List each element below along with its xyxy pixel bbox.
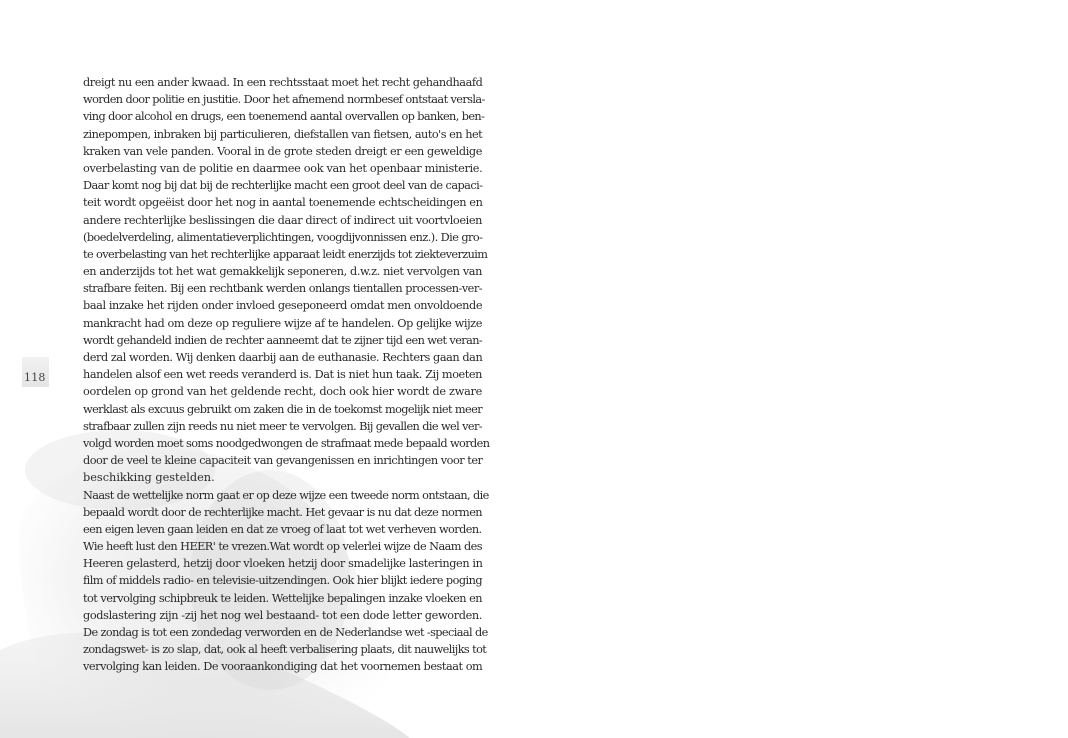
- text-line: Daar komt nog bij dat bij de rechterlijke macht een groot deel van de capaci-: [83, 179, 483, 193]
- text-line: strafbare feiten. Bij een rechtbank werden onlangs tientallen processen-ver-: [83, 282, 482, 296]
- text-line: kraken van vele panden. Vooral in de grote steden dreigt er een geweldige: [83, 144, 482, 158]
- text-line: baal inzake het rijden onder invloed geseponeerd omdat men onvoldoende: [83, 299, 483, 313]
- text-line: en anderzijds tot het wat gemakkelijk seponeren, d.w.z. niet vervolgen van: [83, 265, 482, 279]
- text-line: mankracht had om deze op reguliere wijze af te handelen. Op gelijke wijze: [83, 316, 482, 330]
- text-line: godslastering zijn -zij het nog wel bestaand- tot een dode letter geworden.: [83, 608, 483, 622]
- text-line: tot vervolging schipbreuk te leiden. Wettelijke bepalingen inzake vloeken en: [83, 591, 482, 605]
- text-line: overbelasting van de politie en daarmee ook van het openbaar ministerie.: [83, 161, 483, 175]
- text-line: Wie heeft lust den HEER' te vrezen.Wat wordt op velerlei wijze de Naam des: [83, 540, 482, 554]
- text-line: worden door politie en justitie. Door het afnemend normbesef ontstaat versla-: [83, 93, 485, 107]
- text-line: handelen alsof een wet reeds veranderd is. Dat is niet hun taak. Zij moeten: [83, 368, 482, 382]
- text-line: werklast als excuus gebruikt om zaken die in de toekomst mogelijk niet meer: [83, 402, 482, 416]
- text-line: te overbelasting van het rechterlijke apparaat leidt enerzijds tot ziekteverzuim: [83, 247, 488, 261]
- text-line: ving door alcohol en drugs, een toenemend aantal overvallen op banken, ben-: [83, 110, 485, 124]
- text-line: derd zal worden. Wij denken daarbij aan de euthanasie. Rechters gaan dan: [83, 351, 483, 364]
- text-line: door de veel te kleine capaciteit van gevangenissen en inrichtingen voor ter: [83, 454, 483, 468]
- body-text: [83, 74, 490, 676]
- text-line: een eigen leven gaan leiden en dat ze vroeg of laat tot wet verheven worden.: [83, 522, 482, 536]
- text-line: strafbaar zullen zijn reeds nu niet meer te vervolgen. Bij gevallen die wel ver-: [83, 419, 482, 433]
- text-line: film of middels radio- en televisie-uitzendingen. Ook hier blijkt iedere poging: [83, 574, 483, 588]
- text-line: Heeren gelasterd, hetzij door vloeken hetzij door smadelijke lasteringen in: [83, 557, 483, 571]
- text-line: dreigt nu een ander kwaad. In een rechtsstaat moet het recht gehandhaafd: [83, 76, 483, 89]
- text-line: teit wordt opgeëist door het nog in aantal toenemende echtscheidingen en: [83, 196, 483, 210]
- text-line: zinepompen, inbraken bij particulieren, diefstallen van fietsen, auto's en het: [83, 127, 483, 141]
- text-line: wordt gehandeld indien de rechter aanneemt dat te zijner tijd een wet veran-: [83, 333, 483, 347]
- text-line: Naast de wettelijke norm gaat er op deze wijze een tweede norm ontstaan, die: [83, 488, 489, 502]
- text-line: bepaald wordt door de rechterlijke macht. Het gevaar is nu dat deze normen: [83, 505, 482, 519]
- text-line: (boedelverdeling, alimentatieverplichtingen, voogdijvonnissen enz.). Die gro-: [83, 230, 483, 244]
- text-line: vervolging kan leiden. De vooraankondiging dat het voornemen bestaat om: [83, 660, 483, 674]
- text-line: volgd worden moet soms noodgedwongen de strafmaat mede bepaald worden: [83, 436, 490, 450]
- text-line: zondagswet- is zo slap, dat, ook al heeft verbalisering plaats, dit nauwelijks tot: [83, 643, 487, 657]
- text-line: andere rechterlijke beslissingen die daar direct of indirect uit voortvloeien: [83, 213, 483, 227]
- text-line: De zondag is tot een zondedag verworden en de Nederlandse wet -speciaal de: [83, 626, 488, 639]
- text-line: oordelen op grond van het geldende recht, doch ook hier wordt de zware: [83, 385, 482, 399]
- text-line: beschikking gestelden.: [83, 471, 215, 485]
- page-number: 118: [24, 371, 46, 384]
